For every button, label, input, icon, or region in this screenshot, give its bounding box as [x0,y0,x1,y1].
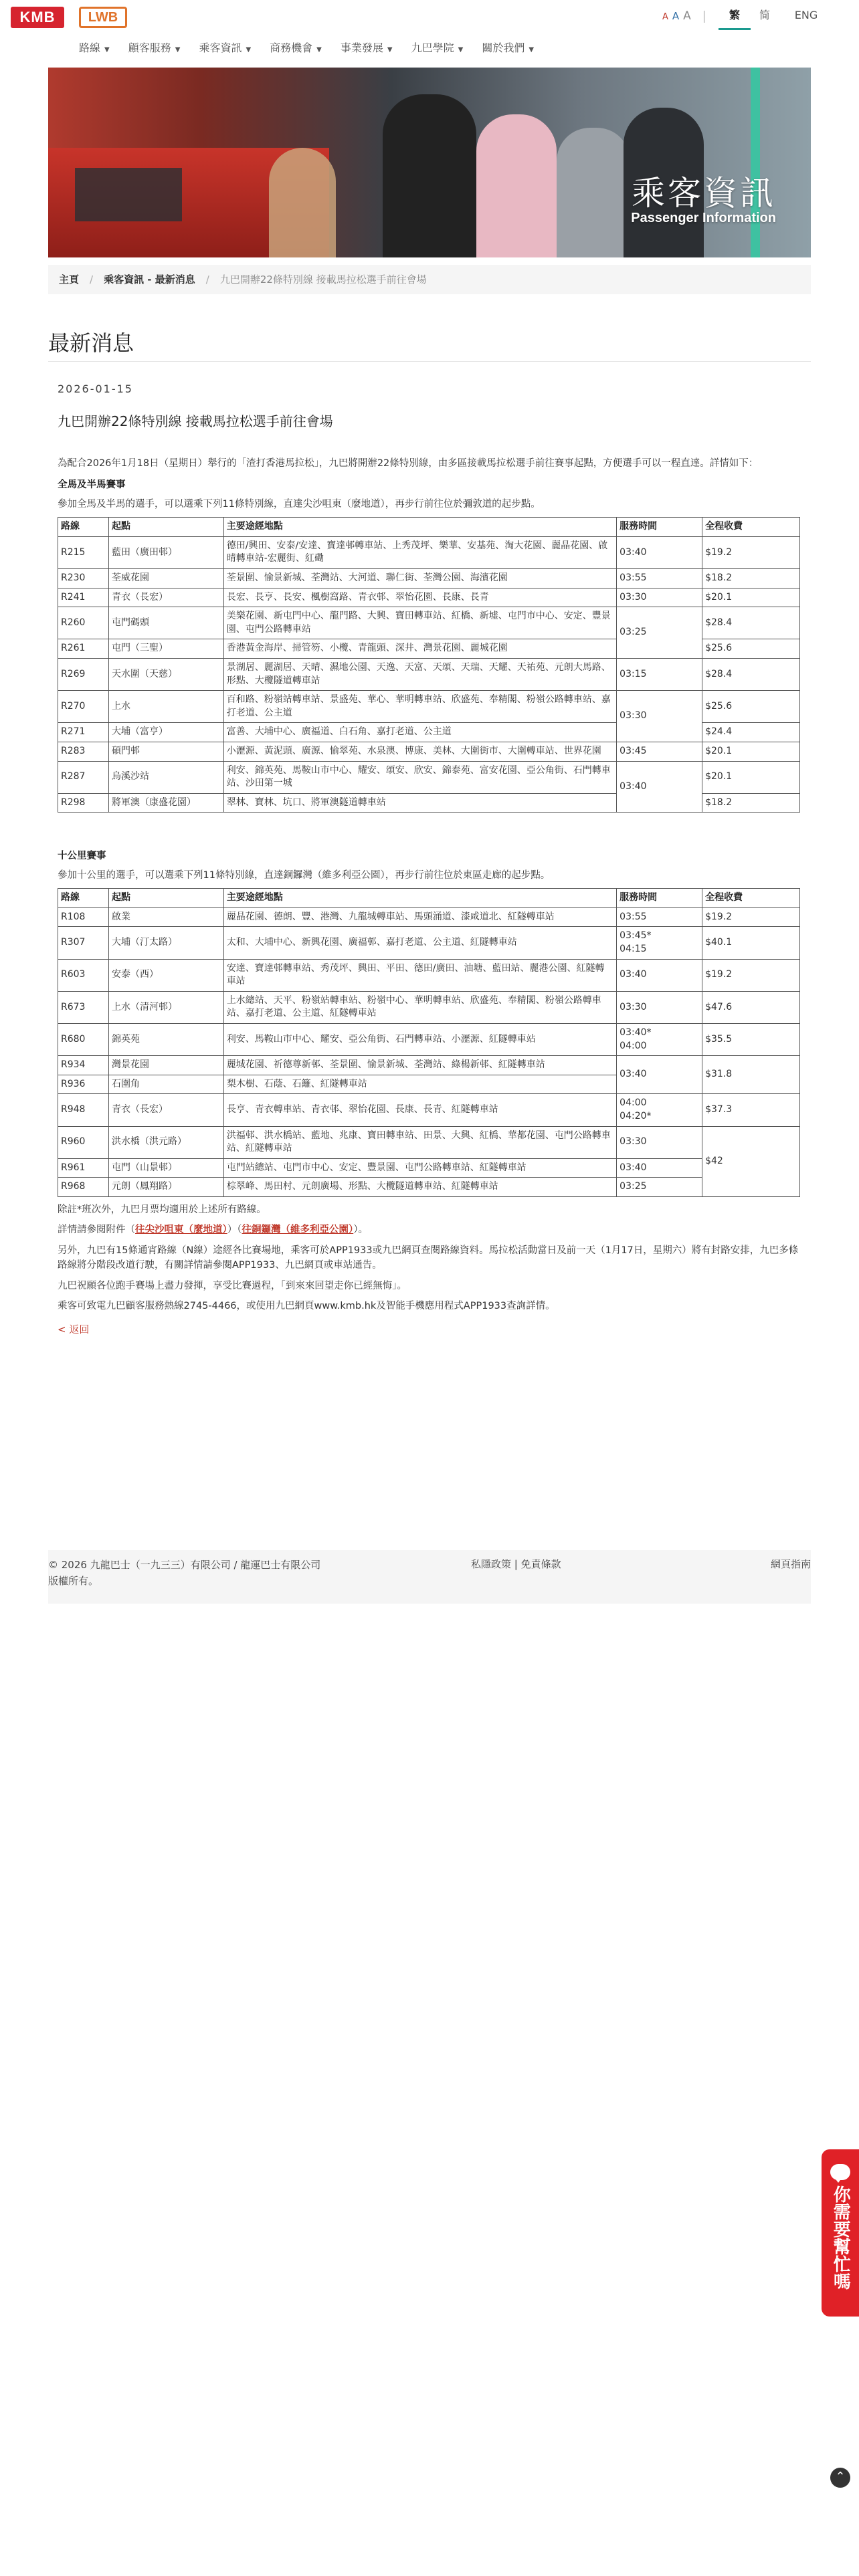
table-row [58,607,800,639]
detail-prefix: 詳情請參閱附件（ [58,1224,135,1236]
section-desc-10k: 參加十公里的選手，可以選乘下列11條特別線，直達銅鑼灣（維多利亞公園），再步行前往位於東區走廊的起步點。 [58,869,551,881]
column-header: 全程收費 [702,889,800,908]
time-cell: 03:40 [617,1158,702,1178]
route-cell: R261 [58,639,109,659]
column-header: 服務時間 [617,889,702,908]
time-cell: 03:15 [617,658,702,690]
fare-cell: $24.4 [702,723,800,742]
via-cell: 長亨、青衣轉車站、青衣邨、翠怡花園、長康、長青、紅隧轉車站 [223,1094,616,1126]
lang-traditional[interactable]: 繁 [719,8,751,30]
routes-table-full-half [58,517,800,813]
via-cell: 翠林、寶林、坑口、將軍澳隧道轉車站 [223,793,616,813]
lwb-logo[interactable]: LWB [79,7,127,28]
fare-cell: $19.2 [702,536,800,568]
nav-about[interactable] [482,36,543,60]
fare-cell: $47.6 [702,991,800,1023]
breadcrumb-separator: / [205,274,209,286]
disclaimer-link[interactable]: 免責條款 [520,1558,561,1570]
nav-academy[interactable] [411,36,473,60]
fare-cell: $25.6 [702,691,800,723]
table-row [58,1158,800,1178]
article-intro: 為配合2026年1月18日（星期日）舉行的「渣打香港馬拉松」，九巴將開辦22條特別線，由多區接載馬拉松選手前往賽事起點，方便選手可以一程直達。詳情如下： [58,457,759,469]
fare-cell: $20.1 [702,761,800,793]
column-header: 路線 [58,518,109,537]
origin-cell: 荃威花園 [108,568,223,588]
copyright-text: © 2026 九龍巴士（一九三三）有限公司 / 龍運巴士有限公司 [48,1559,321,1571]
route-cell: R680 [58,1023,109,1055]
time-cell: 03:40 [617,1056,702,1094]
divider [48,361,811,362]
column-header: 主要途經地點 [223,518,616,537]
banner-person [476,114,557,257]
banner-person [557,128,630,257]
origin-cell: 洪水橋（洪元路） [108,1126,223,1158]
route-cell: R270 [58,691,109,723]
time-cell: 03:55 [617,568,702,588]
banner-person [383,94,476,257]
fare-cell: $42 [702,1126,800,1196]
column-header: 全程收費 [702,518,800,537]
table-row [58,927,800,959]
route-cell: R307 [58,927,109,959]
time-cell: 03:40 [617,959,702,991]
via-cell: 小瀝源、黃泥頭、廣源、愉翠苑、水泉澳、博康、美林、大圍街市、大圍轉車站、世界花園 [223,742,616,761]
origin-cell: 元朗（鳳翔路） [108,1178,223,1197]
caret-down-icon: ▼ [529,46,535,53]
fare-cell: $28.4 [702,658,800,690]
table-row [58,742,800,761]
route-cell: R961 [58,1158,109,1178]
table-row [58,1023,800,1055]
route-cell: R936 [58,1075,109,1094]
origin-cell: 碩門邨 [108,742,223,761]
lang-english[interactable]: ENG [794,9,818,21]
kmb-logo[interactable]: KMB [11,7,64,28]
origin-cell: 青衣（長宏） [108,588,223,607]
origin-cell: 烏溪沙站 [108,761,223,793]
time-cell: 03:30 [617,991,702,1023]
via-cell: 太和、大埔中心、新興花園、廣福邨、嘉打老道、公主道、紅隧轉車站 [223,927,616,959]
banner-person [269,148,336,257]
via-cell: 利安、馬鞍山市中心、耀安、亞公角街、石門轉車站、小瀝源、紅隧轉車站 [223,1023,616,1055]
font-size-switcher [662,9,695,23]
font-size-large[interactable]: A [683,9,691,23]
time-cell: 03:30 [617,1126,702,1158]
time-cell: 03:40 [617,536,702,568]
origin-cell: 石圍角 [108,1075,223,1094]
origin-cell: 安泰（西） [108,959,223,991]
font-size-small[interactable]: A [662,12,668,22]
caret-down-icon: ▼ [458,46,464,53]
section-title-10k: 十公里賽事 [58,851,106,862]
time-cell: 03:55 [617,907,702,927]
nav-development[interactable] [341,36,402,60]
font-size-medium[interactable]: A [672,10,680,22]
footer-separator: | [514,1558,518,1570]
origin-cell: 將軍澳（康盛花園） [108,793,223,813]
fare-cell: $35.5 [702,1023,800,1055]
origin-cell: 大埔（富亨） [108,723,223,742]
breadcrumb-home[interactable]: 主頁 [59,274,80,286]
origin-cell: 屯門（山景邨） [108,1158,223,1178]
attachment-link-cwb[interactable]: 往銅鑼灣（維多利亞公園） [242,1224,354,1236]
detail-mid: ）（ [227,1224,242,1236]
time-cell: 03:45* 04:15 [617,927,702,959]
via-cell: 梨木樹、石蔭、石籬、紅隧轉車站 [223,1075,616,1094]
via-cell: 屯門站總站、屯門市中心、安定、豐景園、屯門公路轉車站、紅隧轉車站 [223,1158,616,1178]
column-header: 起點 [108,889,223,908]
caret-down-icon: ▼ [246,46,252,53]
nav-routes[interactable] [79,36,119,60]
time-cell: 04:00 04:20* [617,1094,702,1126]
nav-label: 九巴學院 [411,41,454,54]
origin-cell: 灣景花園 [108,1056,223,1075]
table-header-row [58,889,800,908]
time-cell: 03:30 [617,691,702,742]
route-cell: R960 [58,1126,109,1158]
origin-cell: 錦英苑 [108,1023,223,1055]
main-nav [79,36,553,60]
fare-cell: $18.2 [702,568,800,588]
caret-down-icon: ▼ [104,46,110,53]
footer [48,1550,811,1604]
table-header-row [58,518,800,537]
table-row [58,907,800,927]
breadcrumb-current: 九巴開辦22條特別線 接載馬拉松選手前往會場 [219,274,427,286]
via-cell: 香港黃金海岸、掃管笏、小欖、青龍頭、深井、灣景花園、麗城花園 [223,639,616,659]
article [58,381,801,1337]
back-link[interactable]: < 返回 [58,1323,90,1335]
banner-subtitle: Passenger Information [631,211,776,225]
note-wishes: 九巴祝願各位跑手賽場上盡力發揮，享受比賽過程，「到來來回望走你已經無悔」。 [58,1280,407,1291]
table-row [58,1056,800,1075]
via-cell: 利安、錦英苑、馬鞍山市中心、耀安、頌安、欣安、錦泰苑、富安花園、亞公角街、石門轉車站、沙田第一城 [223,761,616,793]
page-title: 最新消息 [48,330,134,356]
fare-cell: $19.2 [702,959,800,991]
routes-table-10k [58,888,800,1197]
origin-cell: 上水（清河邨） [108,991,223,1023]
origin-cell: 屯門碼頭 [108,607,223,639]
detail-attachments [58,1222,801,1237]
section-desc-full-half: 參加全馬及半馬的選手，可以選乘下列11條特別線，直達尖沙咀東（麼地道），再步行前往位於彌敦道的起步點。 [58,498,541,510]
footer-links [471,1557,561,1571]
banner-pole [751,68,760,257]
fare-cell: $28.4 [702,607,800,639]
route-cell: R260 [58,607,109,639]
time-cell: 03:30 [617,588,702,607]
route-cell: R271 [58,723,109,742]
via-cell: 百和路、粉嶺站轉車站、景盛苑、華心、華明轉車站、欣盛苑、奉精閣、粉嶺公路轉車站、嘉打老道、公主道 [223,691,616,723]
article-title: 九巴開辦22條特別線 接載馬拉松選手前往會場 [58,413,333,429]
route-cell: R603 [58,959,109,991]
nav-business[interactable] [270,36,331,60]
table-row [58,959,800,991]
lang-simplified[interactable]: 简 [759,9,770,21]
route-cell: R283 [58,742,109,761]
table-row [58,691,800,723]
nav-label: 乘客資訊 [199,41,242,54]
nav-customer-service[interactable] [128,36,190,60]
detail-suffix: ）。 [353,1224,368,1236]
fare-cell: $20.1 [702,588,800,607]
footer-copyright [48,1557,363,1589]
origin-cell: 大埔（汀太路） [108,927,223,959]
via-cell: 麗城花園、祈德尊新邨、荃景圍、愉景新城、荃灣站、綠楊新邨、紅隧轉車站 [223,1056,616,1075]
table-row [58,1094,800,1126]
via-cell: 安達、寶達邨轉車站、秀茂坪、興田、平田、德田/廣田、油塘、藍田站、麗港公園、紅隧轉車站 [223,959,616,991]
nav-label: 商務機會 [270,41,313,54]
column-header: 路線 [58,889,109,908]
time-cell: 03:40* 04:00 [617,1023,702,1055]
origin-cell: 青衣（長宏） [108,1094,223,1126]
help-text: 你需要幫忙嗎 [830,2185,851,2290]
origin-cell: 天水圍（天慈） [108,658,223,690]
section-title-full-half: 全馬及半馬賽事 [58,479,126,491]
route-cell: R968 [58,1178,109,1197]
route-cell: R673 [58,991,109,1023]
column-header: 主要途經地點 [223,889,616,908]
banner-title: 乘客資訊 [632,174,776,213]
origin-cell: 啟業 [108,907,223,927]
route-cell: R934 [58,1056,109,1075]
rights-text: 版權所有。 [48,1575,99,1587]
breadcrumb [48,265,811,294]
time-cell: 03:40 [617,761,702,813]
via-cell: 洪福邨、洪水橋站、藍地、兆康、寶田轉車站、田景、大興、紅橋、華都花園、屯門公路轉車站、紅隧轉車站 [223,1126,616,1158]
table-row [58,536,800,568]
table-row [58,568,800,588]
breadcrumb-section[interactable]: 乘客資訊 - 最新消息 [104,274,195,286]
via-cell: 德田/興田、安泰/安達、寶達邨轉車站、上秀茂坪、樂華、安基苑、淘大花園、麗晶花園、啟晴轉車站-宏麗街、紅磡 [223,536,616,568]
nav-label: 顧客服務 [128,41,171,54]
via-cell: 景湖居、麗湖居、天晴、濕地公園、天逸、天富、天頌、天瑞、天耀、天祐苑、元朗大馬路、形點、大欖隧道轉車站 [223,658,616,690]
time-cell: 03:25 [617,1178,702,1197]
table-row [58,1126,800,1158]
privacy-link[interactable]: 私隱政策 [471,1558,512,1570]
nav-label: 路線 [79,41,101,54]
back-to-top-button[interactable] [830,2468,850,2488]
via-cell: 美樂花園、新屯門中心、龍門路、大興、寶田轉車站、紅橋、新墟、屯門市中心、安定、豐景園、屯門公路轉車站 [223,607,616,639]
via-cell: 麗晶花園、德朗、豐、港灣、九龍城轉車站、馬頭涌道、漆咸道北、紅隧轉車站 [223,907,616,927]
column-header: 起點 [108,518,223,537]
fare-cell: $20.1 [702,742,800,761]
article-date: 2026-01-15 [58,383,133,395]
table-row [58,1178,800,1197]
route-cell: R298 [58,793,109,813]
sitemap-link[interactable]: 網頁指南 [770,1558,811,1570]
fare-cell: $19.2 [702,907,800,927]
nav-passenger-info[interactable] [199,36,260,60]
route-cell: R269 [58,658,109,690]
via-cell: 長宏、長亨、長安、楓樹窩路、青衣邨、翠怡花園、長康、長青 [223,588,616,607]
attachment-link-tst[interactable]: 往尖沙咀東（麼地道） [135,1224,227,1236]
table-row [58,991,800,1023]
caret-down-icon: ▼ [387,46,393,53]
note-overnight-routes: 另外，九巴有15條通宵路線（N線）途經各比賽場地，乘客可於APP1933或九巴網頁查閱路線資料。馬拉松活動當日及前一天（1月17日，星期六）將有封路安排，九巴多條路線將分階段改道行駛，有關詳情請參閱APP1933、九巴網頁或車站通告。 [58,1245,799,1271]
chat-bubble-icon [830,2164,850,2180]
fare-cell: $37.3 [702,1094,800,1126]
help-button[interactable] [822,2149,859,2317]
route-cell: R230 [58,568,109,588]
page-banner [48,68,811,257]
breadcrumb-separator: / [90,274,94,286]
caret-down-icon: ▼ [175,46,181,53]
fare-cell: $40.1 [702,927,800,959]
route-cell: R948 [58,1094,109,1126]
fare-cell: $25.6 [702,639,800,659]
origin-cell: 藍田（廣田邨） [108,536,223,568]
table-row [58,588,800,607]
route-cell: R241 [58,588,109,607]
origin-cell: 屯門（三聖） [108,639,223,659]
route-cell: R108 [58,907,109,927]
origin-cell: 上水 [108,691,223,723]
table-row [58,761,800,793]
route-cell: R215 [58,536,109,568]
via-cell: 荃景圍、愉景新城、荃灣站、大河道、聯仁街、荃灣公園、海濱花園 [223,568,616,588]
banner-bus-window [75,168,182,221]
column-header: 服務時間 [617,518,702,537]
nav-label: 事業發展 [340,41,383,54]
via-cell: 上水總站、天平、粉嶺站轉車站、粉嶺中心、華明轉車站、欣盛苑、奉精閣、粉嶺公路轉車站、嘉打老道、公主道、紅隧轉車站 [223,991,616,1023]
time-cell: 03:45 [617,742,702,761]
note-hotline: 乘客可致電九巴顧客服務熱線2745-4466，或使用九巴網頁www.kmb.hk及智能手機應用程式APP1933查詢詳情。 [58,1301,555,1312]
nav-label: 關於我們 [482,41,525,54]
route-cell: R287 [58,761,109,793]
fare-cell: $31.8 [702,1056,800,1094]
table-row [58,658,800,690]
via-cell: 富善、大埔中心、廣福道、白石角、嘉打老道、公主道 [223,723,616,742]
fare-cell: $18.2 [702,793,800,813]
time-cell: 03:25 [617,607,702,659]
caret-down-icon: ▼ [316,46,322,53]
via-cell: 棕翠峰、馬田村、元朗廣場、形點、大欖隧道轉車站、紅隧轉車站 [223,1178,616,1197]
chevron-up-icon: ⌃ [835,2470,846,2484]
note-monthly-pass: 除註*班次外，九巴月票均適用於上述所有路線。 [58,1204,266,1215]
